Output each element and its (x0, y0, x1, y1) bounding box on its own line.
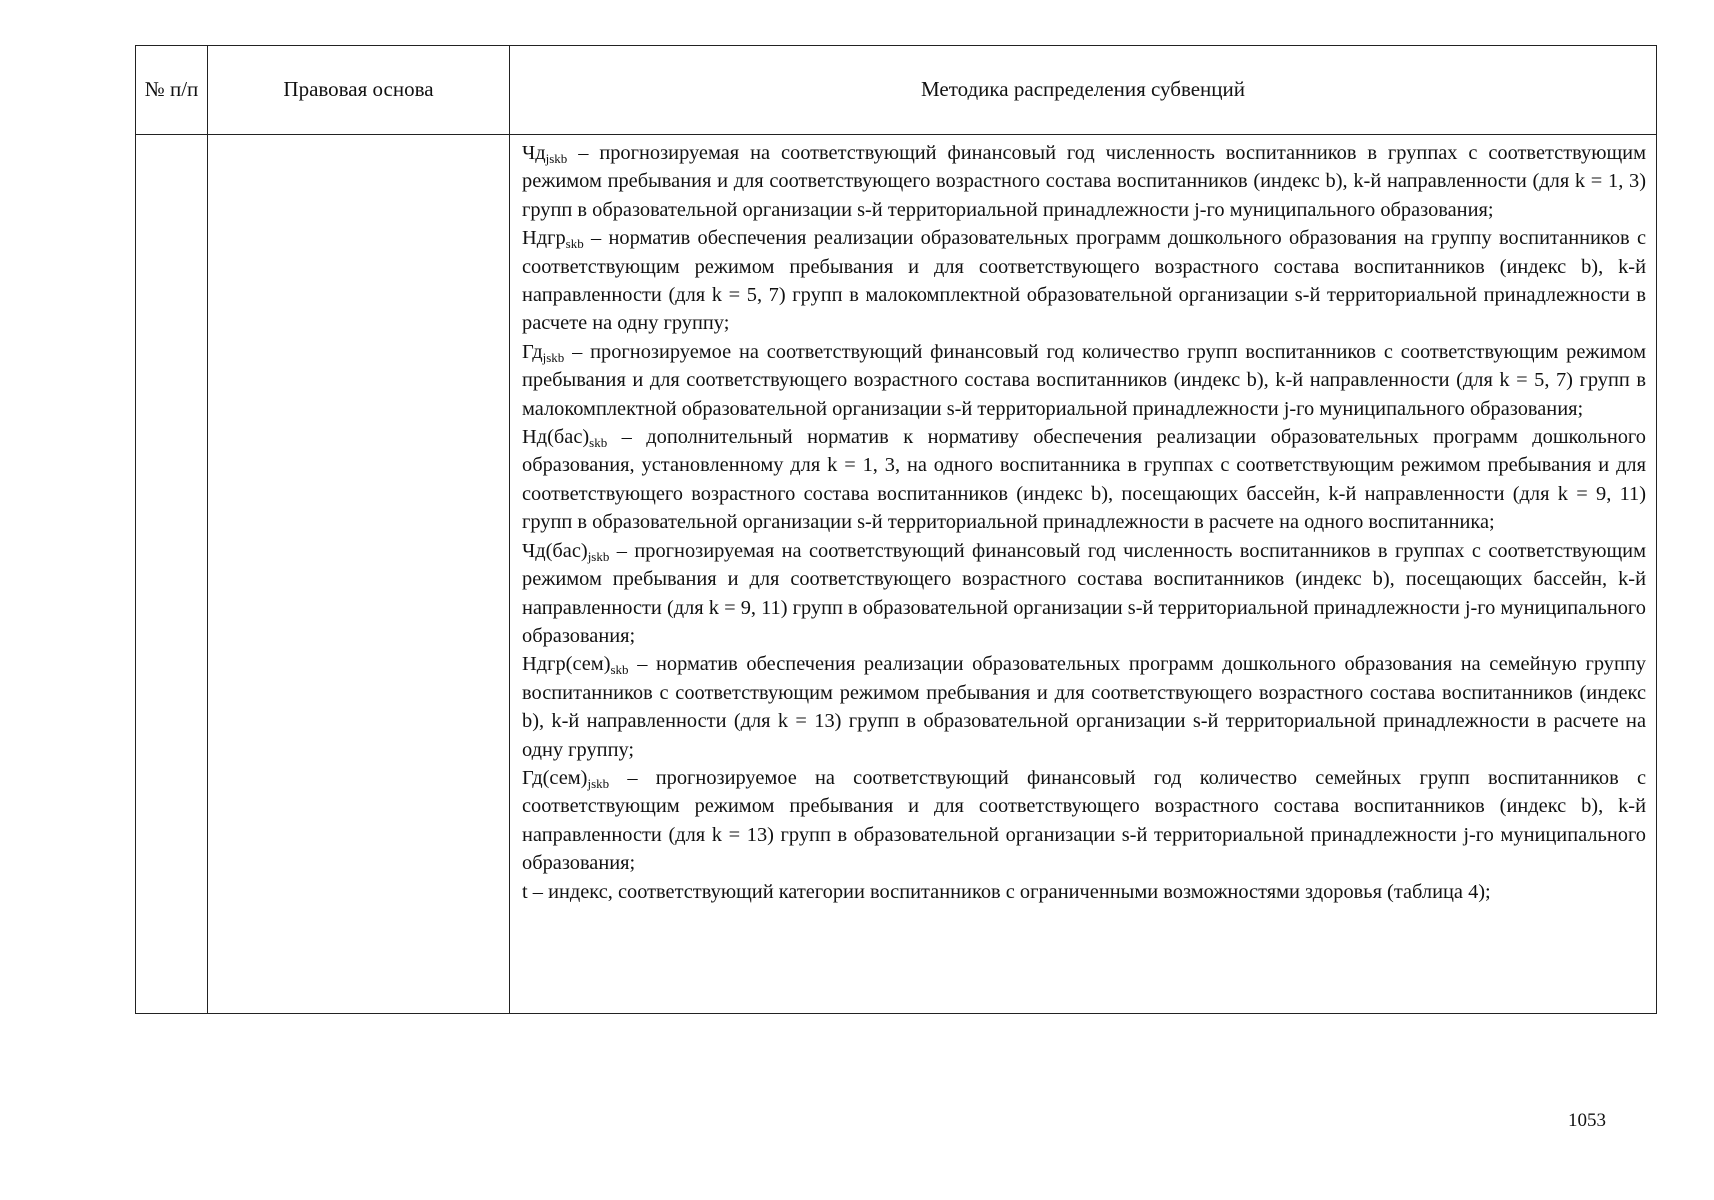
definition-subscript: jskb (587, 775, 610, 791)
definition-subscript: jskb (542, 349, 565, 365)
definition-symbol: Гд(сем) (522, 766, 588, 789)
definition-text: – норматив обеспечения реализации образовательных программ дошкольного образования на семейную группу воспитанников с соответствующим режимом пребывания и для соответствующего возрастного состава воспитанников (индекс b), k-й направленности (для k = 13) групп в образовательной организации s-й территориальной принадлежности в расчете на одну группу; (522, 653, 1646, 761)
definition-text: – прогнозируемое на соответствующий финансовый год количество семейных групп воспитанников с соответствующим режимом пребывания и для соответствующего возрастного состава воспитанников (индекс b), k-й направленности (для k = 13) групп в образовательной организации s-й территориальной принадлежности j-го муниципального образования; (522, 766, 1646, 875)
definition-text: – прогнозируемая на соответствующий финансовый год численность воспитанников в группах с соответствующим режимом пребывания и для соответствующего возрастного состава воспитанников (индекс b), k-й направленности (для k = 1, 3) групп в образовательной организации s-й территориальной принадлежности j-го муниципального образования; (522, 142, 1646, 221)
header-legal-basis: Правовая основа (208, 46, 510, 135)
subvention-table (135, 45, 1657, 1014)
definition-symbol: t (522, 880, 528, 903)
table-row (136, 135, 1657, 1014)
definition-item (522, 650, 1646, 764)
definition-subscript: jskb (545, 151, 568, 166)
definition-text: – прогнозируемая на соответствующий финансовый год численность воспитанников в группах с соответствующим режимом пребывания и для соответствующего возрастного состава воспитанников (индекс b), посещающих бассейн, k-й направленности (для k = 9, 11) групп в образовательной организации s-й территориальной принадлежности j-го муниципального образования; (522, 539, 1646, 647)
definition-item (522, 878, 1646, 906)
definition-symbol: Ндгр(сем) (522, 653, 611, 676)
definition-symbol: Чд (522, 142, 546, 164)
definition-subscript: skb (589, 435, 608, 451)
definition-subscript: jskb (587, 548, 610, 564)
definition-text: – дополнительный норматив к нормативу обеспечения реализации образовательных программ дошкольного образования, установленному для k = 1, 3, на одного воспитанника в группах с соответствующим режимом пребывания и для соответствующего возрастного состава воспитанников (индекс b), посещающих бассейн, k-й направленности (для k = 9, 11) групп в образовательной организации s-й территориальной принадлежности в расчете на одного воспитанника; (522, 426, 1646, 534)
definition-symbol: Чд(бас) (522, 539, 588, 562)
definition-text: – норматив обеспечения реализации образовательных программ дошкольного образования на группу воспитанников с соответствующим режимом пребывания и для соответствующего возрастного состава воспитанников (индекс b), k-й направленности (для k = 5, 7) групп в малокомплектной образовательной организации s-й территориальной принадлежности в расчете на одну группу; (522, 227, 1646, 335)
definition-text: – индекс, соответствующий категории воспитанников с ограниченными возможностями здоровья (таблица 4); (527, 880, 1491, 903)
definition-symbol: Ндгр (522, 227, 566, 250)
definition-subscript: skb (565, 236, 584, 252)
definition-text: – прогнозируемое на соответствующий финансовый год количество групп воспитанников с соответствующим режимом пребывания и для соответствующего возрастного состава воспитанников (индекс b), k-й направленности (для k = 5, 7) групп в малокомплектной образовательной организации s-й территориальной принадлежности j-го муниципального образования; (522, 340, 1646, 420)
definition-symbol: Гд (522, 340, 543, 363)
table-header-row (136, 46, 1657, 135)
header-num: № п/п (136, 46, 208, 135)
definition-item (522, 537, 1646, 651)
definition-subscript: skb (610, 662, 629, 678)
num-cell (136, 135, 208, 1014)
legal-basis-cell (208, 135, 510, 1014)
definition-item (522, 423, 1646, 537)
definition-item (522, 338, 1646, 423)
methodology-cell (510, 135, 1657, 1014)
definition-item (522, 764, 1646, 878)
definition-symbol: Нд(бас) (522, 426, 590, 449)
page-number: 1053 (1568, 1110, 1606, 1131)
header-methodology: Методика распределения субвенций (510, 46, 1657, 135)
definition-item (522, 224, 1646, 338)
definition-item (522, 139, 1646, 224)
